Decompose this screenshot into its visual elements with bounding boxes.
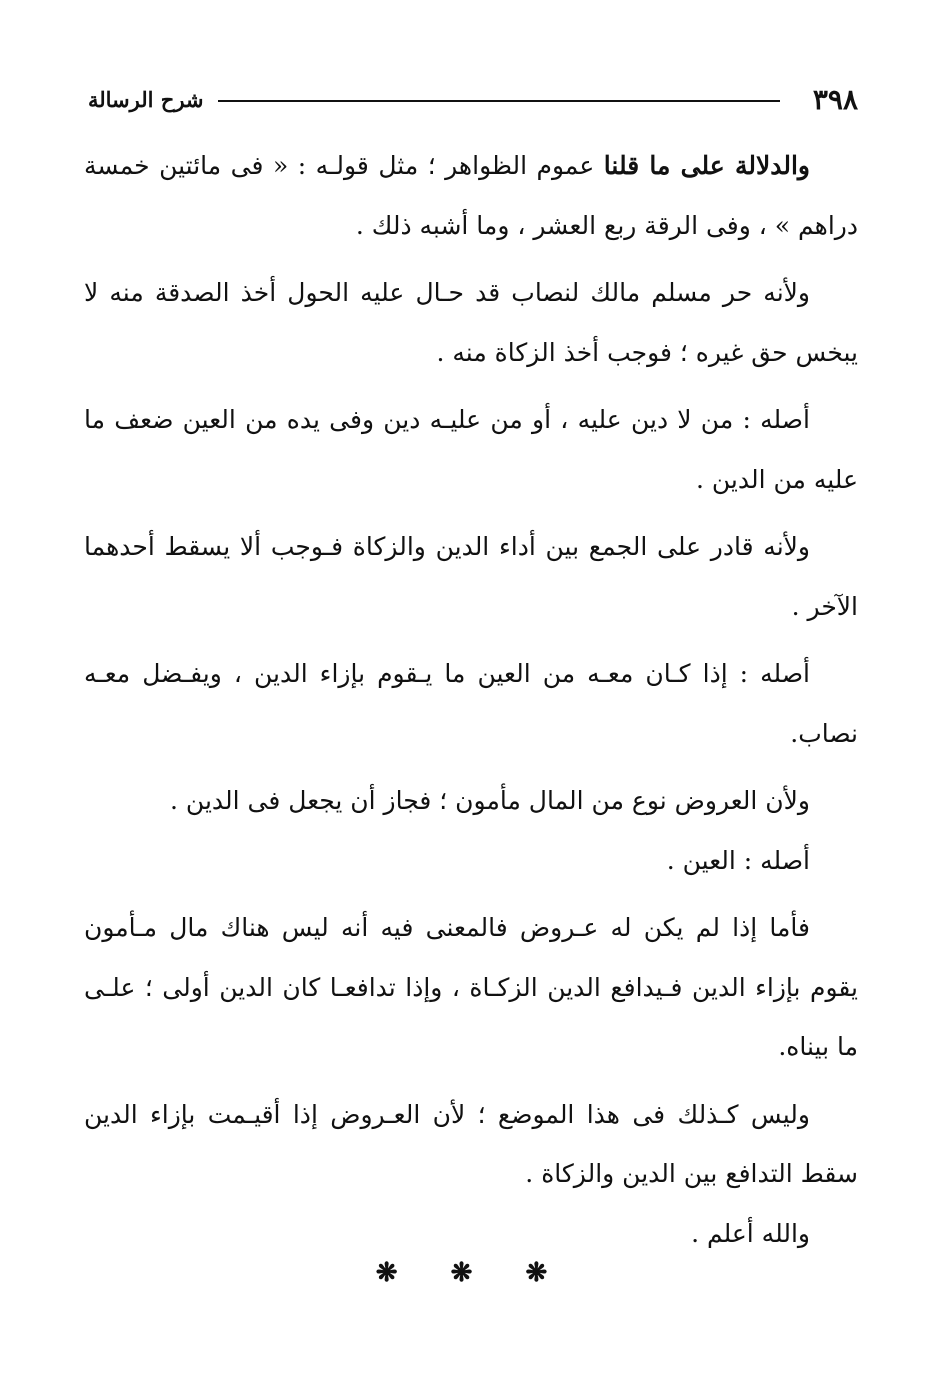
paragraph-text: أصله : من لا دين عليه ، أو من عليـه دين وفى يده من العين ضعف ما عليه من الدين .: [84, 405, 858, 494]
paragraph-text: ولأنه حر مسلم مالك لنصاب قد حـال عليه الحول أخذ الصدقة منه لا يبخس حق غيره ؛ فوجب أخذ الزكاة منه .: [84, 278, 858, 367]
paragraph-text: ولأن العروض نوع من المال مأمون ؛ فجاز أن يجعل فى الدين .: [170, 786, 810, 815]
paragraph-9: [84, 1085, 858, 1204]
paragraph-8: [84, 898, 858, 1077]
paragraph-text: عموم الظواهر ؛ مثل قولـه : « فى مائتين خمسة دراهم » ، وفى الرقة ربع العشر ، وما أشبه ذلك .: [84, 151, 858, 240]
paragraph-text: والله أعلم .: [691, 1218, 810, 1248]
paragraph-3: [84, 390, 858, 509]
page-number: ٣٩٨: [812, 83, 858, 116]
running-title: شرح الرسالة: [88, 87, 204, 112]
paragraph-text: فأما إذا لم يكن له عـروض فالمعنى فيه أنه ليس هناك مال مـأمون يقوم بإزاء الدين فـيدافع الدين الزكـاة ، وإذا تدافعـا كان الدين أولى ؛ علـى ما بيناه.: [84, 913, 858, 1061]
paragraph-text: ولأنه قادر على الجمع بين أداء الدين والزكاة فـوجب ألا يسقط أحدهما الآخر .: [84, 532, 858, 621]
body-text: [84, 136, 858, 1263]
paragraph-7: [84, 831, 858, 891]
section-end-ornament: ❋ ❋ ❋: [375, 1258, 570, 1288]
paragraph-1: [84, 136, 858, 255]
paragraph-2: [84, 263, 858, 382]
paragraph-text: أصله : العين .: [666, 845, 810, 875]
paragraph-10: [84, 1204, 858, 1264]
paragraph-text: أصله : إذا كـان معـه من العين ما يـقوم بإزاء الدين ، ويفـضل معـه نصاب.: [84, 659, 858, 748]
header-rule: [218, 100, 780, 102]
paragraph-5: [84, 644, 858, 763]
page-header: [88, 78, 858, 122]
paragraph-4: [84, 517, 858, 636]
paragraph-6: [84, 771, 858, 831]
paragraph-text: وليس كـذلك فى هذا الموضع ؛ لأن العـروض إذا أقيـمت بإزاء الدين سقط التدافع بين الدين والزكاة .: [84, 1099, 858, 1188]
paragraph-lead: والدلالة على ما قلنا: [603, 151, 810, 180]
